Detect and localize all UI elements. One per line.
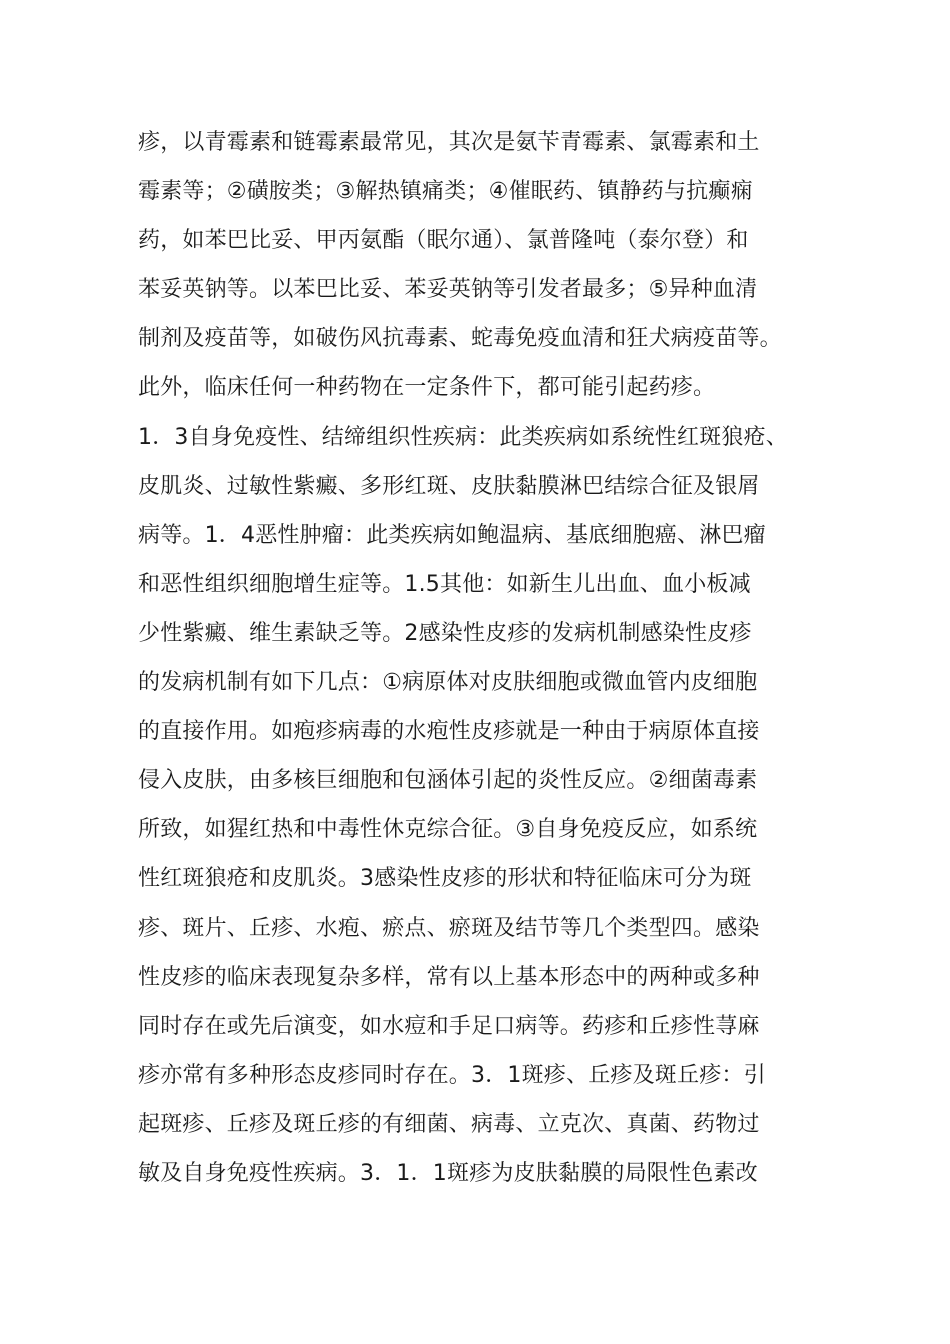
text-line: 少性紫癜、维生素缺乏等。2感染性皮疹的发病机制感染性皮疹 (138, 620, 752, 646)
text-line: 1．3自身免疫性、结缔组织性疾病：此类疾病如系统性红斑狼疮、 (138, 424, 788, 450)
text-line: 苯妥英钠等。以苯巴比妥、苯妥英钠等引发者最多；⑤异种血清 (138, 277, 758, 303)
text-line: 性红斑狼疮和皮肌炎。3感染性皮疹的形状和特征临床可分为斑 (138, 866, 752, 892)
text-line: 和恶性组织细胞增生症等。1.5其他：如新生儿出血、血小板减 (138, 571, 751, 597)
text-line: 疹、斑片、丘疹、水疱、瘀点、瘀斑及结节等几个类型四。感染 (138, 915, 760, 941)
text-line: 侵入皮肤，由多核巨细胞和包涵体引起的炎性反应。②细菌毒素 (138, 768, 758, 794)
text-line: 疹，以青霉素和链霉素最常见，其次是氨苄青霉素、氯霉素和土 (138, 130, 760, 155)
text-line: 制剂及疫苗等，如破伤风抗毒素、蛇毒免疫血清和狂犬病疫苗等。 (138, 326, 782, 352)
text-line: 霉素等；②磺胺类；③解热镇痛类；④催眠药、镇静药与抗癫痫 (138, 179, 753, 205)
text-line: 起斑疹、丘疹及斑丘疹的有细菌、病毒、立克次、真菌、药物过 (138, 1111, 760, 1137)
text-line: 的发病机制有如下几点：①病原体对皮肤细胞或微血管内皮细胞 (138, 670, 758, 696)
text-line: 皮肌炎、过敏性紫癜、多形红斑、皮肤黏膜淋巴结综合征及银屑 (138, 473, 760, 499)
text-line: 药，如苯巴比妥、甲丙氨酯（眠尔通）、氯普隆吨（泰尔登）和 (138, 228, 749, 254)
text-line: 性皮疹的临床表现复杂多样，常有以上基本形态中的两种或多种 (138, 964, 760, 990)
text-line: 疹亦常有多种形态皮疹同时存在。3．1斑疹、丘疹及斑丘疹：引 (138, 1062, 766, 1088)
body-text (138, 118, 838, 1198)
text-line: 同时存在或先后演变，如水痘和手足口病等。药疹和丘疹性荨麻 (138, 1013, 760, 1039)
text-line: 敏及自身免疫性疾病。3．1．1斑疹为皮肤黏膜的局限性色素改 (138, 1160, 758, 1186)
text-line: 病等。1．4恶性肿瘤：此类疾病如鲍温病、基底细胞癌、淋巴瘤 (138, 522, 766, 548)
text-line: 的直接作用。如疱疹病毒的水疱性皮疹就是一种由于病原体直接 (138, 719, 760, 745)
text-line: 此外，临床任何一种药物在一定条件下，都可能引起药疹。 (138, 375, 716, 401)
text-line: 所致，如猩红热和中毒性休克综合征。③自身免疫反应，如系统 (138, 817, 758, 843)
